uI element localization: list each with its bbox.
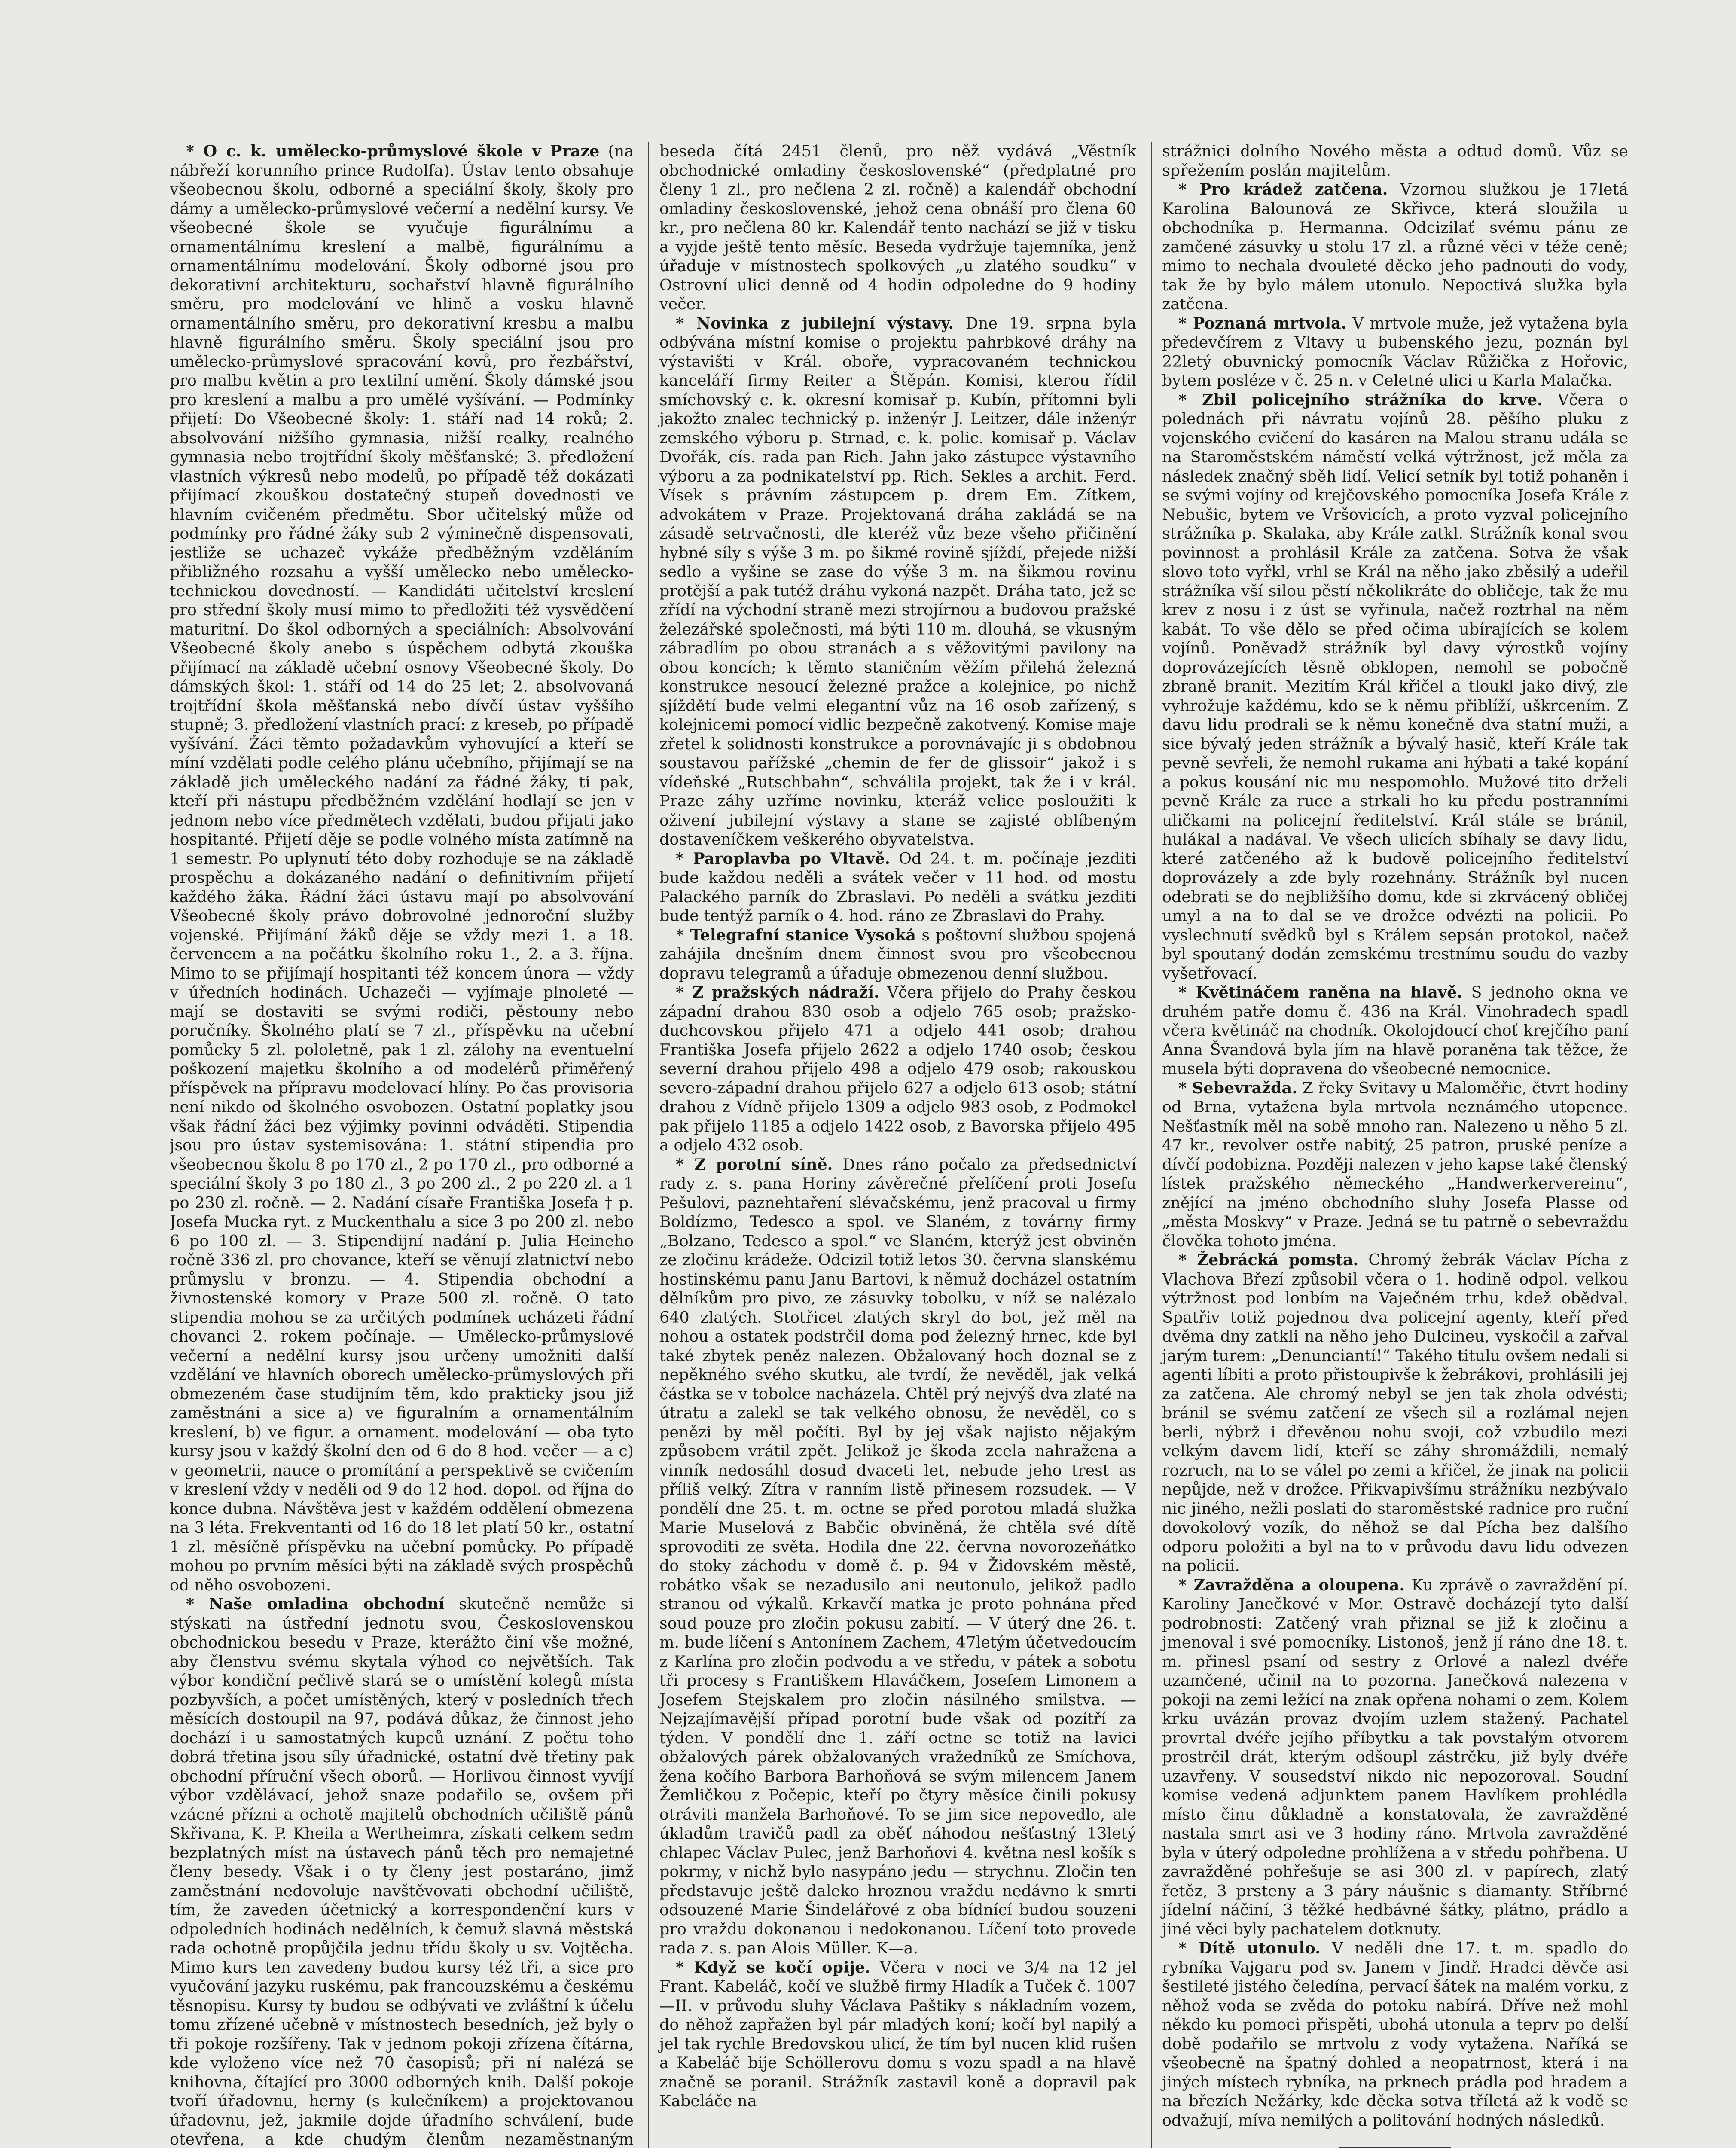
article-continuation — [659, 142, 1136, 314]
article-text: Včera přijelo do Prahy českou západní drahou 830 osob a odjelo 765 osob; pražsko-duchcovskou přijelo 471 a odjelo 441 osob; drahou Františka Josefa přijelo 2622 a odjelo 1740 osob; českou severní drahou přijelo 498 a odjelo 479 osob; rakouskou severo-západní drahou přijelo 627 a odjelo 613 osob; státní drahou z Vídně přijelo 1309 a odjelo 983 osob, z Podmokel pak přijelo 1185 a odjelo 1422 osob, z Bavorska přijelo 495 a odjelo 432 osob. — [659, 983, 1136, 1154]
article-headline: * Sebevražda. — [1178, 1078, 1297, 1097]
article-headline: * Poznaná mrtvola. — [1178, 314, 1347, 333]
article-telegraph — [659, 926, 1136, 983]
article-text: Z řeky Svitavy u Maloměřic, čtvrt hodiny od Brna, vytažena byla mrtvola neznámého utopence. Nešťastník měl na sobě mnoho ran. Nalezeno u něho 5 zl. 47 kr., revolver ostře nabitý, 25 patron, pruské peníze a dívčí podobizna. Později nalezen v jeho kapse také členský lístek pražského německého „Handwerkervereinu“, znějící na jméno obchodního sluhy Josefa Plasse od „města Moskvy“ v Praze. Jedná se tu patrně o sebevraždu člověka tohoto jména. — [1162, 1078, 1628, 1250]
column-2 — [648, 142, 1136, 2148]
column-3 — [1151, 142, 1628, 2148]
article-text: S jednoho okna ve druhém patře domu č. 436 na Král. Vinohradech spadl včera květináč na chodník. Okolojdoucí choť krejčího paní Anna Švandová byla jím na hlavě poraněna tak těžce, že musela býti dopravena do všeobecné nemocnice. — [1162, 983, 1628, 1078]
column-1 — [170, 142, 634, 2148]
article-art-school — [170, 142, 634, 1595]
article-text: V mrtvole muže, jež vytažena byla předevčírem z Vltavy u bubenského jezu, poznán byl 22letý obuvnický pomocník Václav Růžička z Hořovic, bytem posléze v č. 25 n. v Celetné ulici u Karla Malačka. — [1162, 314, 1628, 390]
article-text: V neděli dne 17. t. m. spadlo do rybníka Vajgaru pod sv. Janem v Jindř. Hradci děvče asi šestileté jistého čeledína, pervací šátek na malém vorku, z něhož voda se zvěda do potoku nabírá. Dříve než mohl někdo ku pomoci přispěti, ubohá utonula a teprv po delší době podařilo se mrtvolu z vody vytažena. Naříká se všeobecně na špatný dohled a neopatrnost, která i na jiných místech rybníka, na prknech prádla pod hradem a na březích Nežárky, kde děcka sotva tříletá až k vodě se odvažují, míva nemilých a politování hodných následků. — [1162, 1939, 1628, 2130]
article-headline: * Zavražděna a oloupena. — [1178, 1575, 1405, 1594]
text-columns — [170, 142, 1667, 2148]
article-beggar — [1162, 1251, 1628, 1576]
article-headline: * Žebrácká pomsta. — [1178, 1251, 1359, 1269]
article-merchant-youth — [170, 1595, 634, 2148]
article-headline: * Když se kočí opije. — [676, 1958, 870, 1977]
article-headline: * Zbil policejního strážníka do krve. — [1178, 390, 1543, 409]
article-headline: * Z pražských nádraží. — [676, 983, 879, 1001]
article-continuation — [1162, 142, 1628, 180]
article-identified-body — [1162, 314, 1628, 391]
article-text: s poštovní službou spojená zahájila dnešním dnem činnost svou pro všeobecnou dopravu telegramů a úřaduje obmezenou denní službou. — [659, 925, 1136, 982]
article-exhibition — [659, 314, 1136, 849]
article-text: Dnes ráno počalo za předsednictví rady z. s. pana Horiny závěrečné přelíčení proti Josefu Pešulovi, paznehtaření slévačskému, jenž pracoval u firmy Boldízmo, Tedesco a spol. ve Slaném, z továrny firmy „Bolzano, Tedesco a spol.“ ve Slaném, kterýž jest obviněn ze zločinu krádeže. Odcizil totiž letos 30. června slanskému hostinskému panu Janu Bartovi, k němuž docházel ostatním dělníkům pro pivo, ze zásuvky tobolku, v níž se nalézalo 640 zlatých. Stotřicet zlatých skryl do bot, jež měl na nohou a ostatek podstrčil doma pod železný hrnec, kde byl také zbytek peněz nalezen. Obžalovaný hoch doznal se z nepěkného svého skutku, ale tvrdí, že nevěděl, jak velká částka se v tobolce nacházela. Chtěl prý nejvýš dva zlaté na útratu a zalekl se tak velkého obnosu, že nevěděl, co s penězi by měl počíti. Byl by jej však najisto nějakým způsobem vrátil zpět. Jelikož je škoda zcela nahražena a vinník nedosáhl dosud dvaceti let, nebude jeho trest as příliš velký. Zítra v ranním listě přinesem rozsudek. — V pondělí dne 25. t. m. octne se před porotou mladá služka Marie Muselová z Babčic obviněná, že chtěla své dítě sprovoditi ze světa. Hodila dne 22. června novorozeňátko do stoky záchodu v domě č. p. 94 v Židovském městě, robátko však se nezadusilo ani neutonulo, jelikož padlo stranou od výkalů. Krkavčí matka je proto pohnána před soud pouze pro zločin pokusu zabití. — V úterý dne 26. t. m. bude líčení s Antonínem Zachem, 47letým účetvedoucím z Karlína pro zločin podvodu a ve středu, v pátek a sobotu tři procesy s Františkem Hlaváčkem, Josefem Limonem a Josefem Stejskalem pro zločin násilného smilstva. — Nejzajímavější případ porotní bude však od pozítří za týden. V pondělí dne 1. září octne se totiž na lavici obžalových párek obžalovaných vražedníků ze Smíchova, žena kočího Barbora Barhoňová se svým milencem Janem Žemličkou z Počepic, kteří po čtyry měsíce činili pokusy otráviti manžela Barhoňové. To se jim sice nepovedlo, ale úkladům travičů padl za oběť náhodou nešťastný 13letý chlapec Václav Pulec, jenž Barhoňovi 4. května nesl košík s pokrmy, v nichž bylo nasypáno jedu — strychnu. Zločin ten představuje ještě daleko hroznou vraždu nedávno k smrti odsouzené Marie Šindelářové z oba bídnící budou souzeni pro vraždu dokonanou i nedokonanou. Líčení toto provede rada z. s. pan Alois Müller. K—a. — [659, 1155, 1136, 1957]
article-steamboat — [659, 849, 1136, 926]
article-jury-court — [659, 1155, 1136, 1958]
article-headline: * Z porotní síně. — [676, 1155, 833, 1174]
article-headline: * Květináčem raněna na hlavě. — [1178, 983, 1462, 1001]
article-text: skutečně nemůže si stýskati na ústřední jednotu svou, Československou obchodnickou besedu v Praze, kterážto činí vše možné, aby členstvu svému skytala výhod co největších. Tak výbor kondiční pečlivě stará se o umístění kolegů místa pozbyvších, a počet umístěných, který v posledních třech měsících dostoupil na 97, podává důkaz, že činnost jeho dochází i u samostatných kupců uznání. Z počtu toho dobrá třetina jsou síly úřadnické, ostatní dvě třetiny pak obchodní příruční všech oborů. — Horlivou činnost vyvíjí výbor vzdělávací, jehož snaze podařilo se, ovšem při vzácné přízni a ochotě majitelů obchodních učiliště pánů Skřivana, K. P. Kheila a Wertheimra, získati celkem sedm bezplatných míst na ústavech pánů těch pro nemajetné členy besedy. Však i o ty členy jest postaráno, jimž zaměstnání nedovoluje navštěvovati obchodní učiliště, tím, že zaveden účetnický a korrespondenční kurs v odpoledních hodinách nedělních, k čemuž slavná městská rada ochotně propůjčila jednu třídu školy u sv. Vojtěcha. Mimo kurs ten zavedeny budou kursy též tři, a sice pro vyučování jazyku ruskému, pak francouzskému a českému těsnopisu. Kursy ty budou se odbývati ve zvláštní k účelu tomu zřízené učebně v místnostech besedních, jež byly o tři pokoje rozšířeny. Tak v jednom pokoji zřízena čítárna, kde vyloženo více než 70 časopisů; při ní nalézá se knihovna, čítající pro 3000 odborných knih. Další pokoje tvoří úřadovnu, herny (s kulečníkem) a projektovanou úřadovnu, jež, jakmile dojde úřadního schválení, bude otevřena, a kde chudým členům nezaměstnaným — [170, 1595, 634, 2148]
article-headline: * Dítě utonulo. — [1178, 1939, 1321, 1957]
article-text: Ku zprávě o zavraždění pí. Karoliny Janečkové v Mor. Ostravě docházejí tyto další podrobnosti: Zatčený vrah přiznal se již k zločinu a jmenoval i své pomocníky. Listonoš, jenž jí ráno dne 18. t. m. přinesl psaní od sestry z Orlové a nalezl dvéře uzamčené, učinil na to pozorna. Janečková nalezena v pokoji na zemi ležící na znak opřena nohami o zem. Kolem krku uvázán provaz dvojím uzlem stažený. Pachatel provrtal dvéře jejího příbytku a tak povstalým otvorem prostrčil drát, kterým odšoupl zástrčku, již byly dvéře uzavřeny. V sousedství nikdo nic nepozoroval. Soudní komise vedená adjunktem panem Havlíkem prohlédla místo činu důkladně a konstatovala, že zavražděné nastala smrt asi ve 3 hodiny ráno. Mrtvola zavražděné byla v úterý odpoledne prohlížena a v středu pohřbena. U zavražděné pohřešuje se asi 300 zl. v papírech, zlatý řetěz, 3 prsteny a 3 páry náušnic s diamanty. Stříbrné jídelní náčiní, 3 těžké hedbávné šátky, plátno, prádlo a jiné věci byly pachatelem dotknuty. — [1162, 1575, 1628, 1938]
article-text: Od 24. t. m. počínaje jezditi bude každou neděli a svátek večer v 11 hod. od mostu Palackého parník do Zbraslavi. Po neděli a svátku jezditi bude tentýž parník o 4. hod. ráno ze Zbraslavi do Prahy. — [659, 849, 1136, 925]
article-text: Dne 19. srpna byla odbývána místní komise o projektu pahrbkové dráhy na výstavišti v Král. oboře, vypracovaném technickou kanceláří firmy Reiter a Štěpán. Komisi, kterou řídil smíchovský c. k. okresní komisař p. Kubín, přítomni byli jakožto znalec technický p. inženýr J. Leitzer, dále inženýr zemského výboru p. Strnad, c. k. polic. komisař p. Václav Dvořák, cís. rada pan Rich. Jahn jako zástupce výstavního výboru a za podnikatelství pp. Rich. Sekles a archit. Ferd. Vísek s právním zástupcem p. drem Em. Zítkem, advokátem v Praze. Projektovaná dráha zakládá se na zásadě setrvačnosti, dle kteréž vůz beze všeho přičinění hybné síly s výše 3 m. po šikmé rovině sjíždí, přejede nižší sedlo a vyšine se zase do výše 3 m. na šikmou rovinu protější a pak tutéž dráhu vykoná nazpět. Dráha tato, jež se zřídí na východní straně mezi strojírnou a budovou pražské železářské společnosti, má býti 110 m. dlouhá, se vkusným zábradlím po obou stranách a s věžovitými pavilony na obou koncích; k těmto staničním věžím přilehá železná konstrukce nesoucí železné pražce a kolejnice, po nichž sjíždětí bude velmi elegantní vůz na 16 osob zařízený, s kolejnicemi pomocí vidlic bezpečně zakotvený. Komise maje zřetel k solidnosti konstrukce a porovnávajíc ji s obdobnou soustavou pařížské „chemin de fer de glissoir“ jakož i s vídeňské „Rutschbahn“, schválila projekt, tak že i v král. Praze záhy uzříme novinku, kteráž velice posloužiti k oživení jubilejní výstavy a stane se zajisté oblíbeným dostaveníčkem veškerého obyvatelstva. — [659, 314, 1136, 848]
article-text: strážnici dolního Nového města a odtud domů. Vůz se spřežením poslán majitelům. — [1162, 142, 1628, 180]
article-headline: * Telegrafní stanice Vysoká — [676, 925, 916, 944]
article-theft-arrest — [1162, 180, 1628, 314]
article-drowned-child — [1162, 1939, 1628, 2130]
article-policeman-beaten — [1162, 391, 1628, 983]
article-text: beseda čítá 2451 členů, pro něž vydává „Věstník obchodnické omladiny československé“ (předplatné pro členy 1 zl., pro nečlena 2 zl. ročně) a kalendář obchodní omladiny československé, jehož cena obnáší pro člena 60 kr., pro nečlena 80 kr. Kalendář tento nachází se již v tisku a vyjde ještě tento měsíc. Beseda vydržuje tajemníka, jenž úřaduje v místnostech spolkových „u zlatého soudku“ v Ostrovní ulici denně od 4 hodin odpoledne do 9 hodiny večer. — [659, 142, 1136, 313]
article-text: (na nábřeží korunního prince Rudolfa). Ústav tento obsahuje všeobecnou školu, odborné a speciální školy, školy pro dámy a umělecko-průmyslové večerní a nedělní kursy. Ve všeobecné škole se vyučuje figurálnímu a ornamentálnímu kreslení a malbě, figurálnímu a ornamentálnímu modelování. Školy odborné jsou pro dekorativní architekturu, sochařství hlavně figurálního směru, pro modelování ve hlině a vosku hlavně ornamentálního směru, pro dekorativní kresbu a malbu hlavně figurálního směru. Školy speciální jsou pro umělecko-průmyslové spracování kovů, pro řezbářství, pro malbu květin a pro textilní umění. Školy dámské jsou pro kreslení a malbu a pro umělé vyšívání. — Podmínky přijetí: Do Všeobecné školy: 1. stáří nad 14 roků; 2. absolvování nižšího gymnasia, nižší realky, realného gymnasia nebo trojtřídní školy měšťanské; 3. předložení vlastních výkresů nebo modelů, po případě též dokázati přijímací zkouškou dostatečný stupeň dovednosti ve hlavním cvičeném předmětu. Sbor učitelský může od podmínky pro řádné žáky sub 2 výminečně dispensovati, jestliže se uchazeč vykáže předběžným vzděláním přibližného rozsahu a vyšší umělecko nebo umělecko-technickou dovedností. — Kandidáti učitelství kreslení pro střední školy musí mimo to předložiti též vysvědčení maturitní. Do škol odborných a speciálních: Absolvování Všeobecné školy anebo s úspěchem odbytá zkouška přijímací na základě učební osnovy Všeobecné školy. Do dámských škol: 1. stáří od 14 do 25 let; 2. absolvovaná trojtřídní škola měšťanská nebo dívčí ústav vyššího stupně; 3. předložení vlastních prací: z kreseb, po případě vyšívání. Žáci těmto požadavkům vyhovující a kteří se míní vzdělati podle celého plánu učebního, přijímají se na základě jich uměleckého nadání za řádné žáky, ti pak, kteří při nástupu předběžném vzdělání hodlají se jen v jednom nebo více předmětech vzdělati, budou přijati jako hospitanté. Přijetí děje se podle volného místa zatímně na 1 semestr. Po uplynutí této doby rozhoduje se na základě prospěchu a dokázaného nadání o definitivním přijetí každého žáka. Řádní žáci ústavu mají po absolvování Všeobecné školy právo dobrovolné jednoroční služby vojenské. Přijímání žáků děje se vždy mezi 1. a 18. červencem a na počátku školního roku 1., 2. a 3. října. Mimo to se přijímají hospitanti též koncem února — vždy v úředních hodinách. Uchazeči — vyjímaje plnoleté — mají se dostaviti se svými rodiči, pěstouny nebo poručníky. Školného platí se 7 zl., příspěvku na učební pomůcky 5 zl. pololetně, pak 1 zl. zálohy na eventuelní poškození majetku školního a od modelérů přiměřený příspěvek na přípravu modelovací hlíny. Po čas provisoria není nikdo od školného osvobozen. Ostatní poplatky jsou však řádní žáci bez výjimky povinni odváděti. Stipendia jsou pro ústav systemisována: 1. státní stipendia pro všeobecnou školu 8 po 170 zl., 2 po 170 zl., pro odborné a speciální školy 3 po 180 zl., 3 po 200 zl., 2 po 220 zl. a 1 po 230 zl. ročně. — 2. Nadání císaře Františka Josefa † p. Josefa Mucka ryt. z Muckenthalu a sice 3 po 200 zl. nebo 6 po 100 zl. — 3. Stipendijní nadání p. Julia Heineho ročně 336 zl. pro chovance, kteří se věnují zlatnictví nebo průmyslu v bronzu. — 4. Stipendia obchodní a živnostenské komory v Praze 500 zl. ročně. O tato stipendia mohou se za určitých podmínek ucházeti řádní chovanci 2. rokem počínaje. — Umělecko-průmyslové večerní a nedělní kursy jsou určeny umožniti další vzdělání ve hlavních oborech umělecko-průmyslových při obmezeném čase studijním těm, kdo prakticky jsou již zaměstnáni a sice a) ve figuralním a ornamentálním kreslení, b) ve figur. a ornament. modelování — oba tyto kursy jsou v každý školní den od 6 do 8 hod. večer — a c) v geometrii, nauce o promítání a perspektivě se cvičením v kreslení vždy v neděli od 9 do 12 hod. dopol. od října do konce dubna. Návštěva jest v každém oddělení obmezena na 3 léta. Frekventanti od 16 do 18 let platí 50 kr., ostatní 1 zl. měsíčně příspěvku na učební pomůcky. Po případě mohou po prvním měsíci býti na základě svých prospěchů od něho osvobozeni. — [170, 142, 634, 1594]
article-suicide — [1162, 1079, 1628, 1251]
article-headline: * O c. k. umělecko-průmyslové škole v Praze — [186, 142, 600, 160]
article-headline: * Paroplavba po Vltavě. — [676, 849, 891, 868]
article-headline: * Pro krádež zatčena. — [1178, 180, 1388, 198]
article-stations — [659, 983, 1136, 1155]
article-text: Včera o polednách při návratu vojínů 28. pěšího pluku z vojenského cvičení do kasáren na Malou stranu udála se na Staroměstském náměstí velká výtržnost, jež měla za následek značný sběh lidí. Velicí setník byl totiž pohaněn i se svými vojíny od krejčovského pomocníka Josefa Krále z Nebušic, bytem ve Vršovicích, a proto vyzval policejního strážníka p. Skalaka, aby Krále zatkl. Strážník konal svou povinnost a prohlásil Krále za zatčena. Sotva že však slovo toto vyřkl, vrhl se Král na něho jako zběsilý a udeřil strážníka vší silou pěstí několikráte do obličeje, tak že mu krev z nosu i z úst se vyřinula, načež roztrhal na něm kabát. To vše dělo se před očima ubírajících se kolem vojínů. Poněvadž strážník byl davy výrostků vojíny doprovázejících těsně obklopen, nemohl se pobočně zbraně branit. Mezitím Král křičel a tloukl jako divý, zle vyhrožuje každému, kdo se k němu přiblíží, uškrcením. Z davu lidu prodrali se k němu konečně dva statní muži, a sice bývalý jeden strážník a bývalý hasič, kteří Krále tak pevně sevřeli, že nemohl rukama ani hýbati a také kopání a pokus kousání nic mu nespomohlo. Mužové tito drželi pevně Krále za ruce a strkali ho ku předu postranními uličkami na policejní ředitelství. Král stále se bránil, hulákal a nadával. Ve všech ulicích sbíhaly se davy lidu, které zatčeného až k budově policejního ředitelství doprovázely a zde byly rozehnány. Strážník byl nucen odebrati se do nejbližšího domu, kde si zkrvácený obličej umyl a na to dal se ve drožce odvézti na policii. Po vyslechnutí svědků byl s Králem sepsán protokol, načež byl spoutaný dodán zemskému trestnímu soudu do vazby vyšetřovací. — [1162, 390, 1628, 982]
article-headline: * Novinka z jubilejní výstavy. — [676, 314, 954, 333]
article-text: Vzornou služkou je 17letá Karolina Balounová ze Skřivce, která sloužila u obchodníka p. Hermanna. Odcizilať svému pánu ze zamčené zásuvky u stolu 17 zl. a různé věci v téže ceně; mimo to nechala dvouleté děcko jeho padnouti do vody, tak že by bylo málem utonulo. Nepoctivá služka byla zatčena. — [1162, 180, 1628, 313]
article-drunk-coachman — [659, 1958, 1136, 2111]
article-flowerpot — [1162, 983, 1628, 1079]
article-text: Včera v noci ve 3/4 na 12 jel Frant. Kabeláč, kočí ve službě firmy Hladík a Tuček č. 1007—II. v průvodu sluhy Václava Paštiky s nákladním vozem, do něhož zapřažen byl pár mladých koní; kočí byl napilý a jel tak rychle Bredovskou ulicí, že tím byl nucen klid rušen a Kabeláč bije Schöllerovu domu s vozu spadl a na hlavě značně se poranil. Strážník zastavil koně a dopravil pak Kabeláče na — [659, 1958, 1136, 2110]
article-text: Chromý žebrák Václav Pícha z Vlachova Březí způsobil včera o 1. hodině odpol. velkou výtržnost pod lonbím na Vaječném trhu, kdež obědval. Spatřiv totiž pojednou dva policejní agenty, kteří před dvěma dny zatkli na něho jeho Dulcineu, vyskočil a zařval jarým turem: „Denunciantí!“ Takého titulu ovšem nedali si agenti líbiti a proto přistoupivše k žebrákovi, prohlásili jej za zatčena. Ale chromý nebyl se jen tak zhola odvésti; bránil se svému zatčení ze všech sil a rozlámal nejen berli, nýbrž i dřevěnou nohu svoji, což vzbudilo mezi velkým davem lidí, kteří se záhy shromáždili, nemalý rozruch, na to se válel po zemi a křičel, že jinak na policii nepůjde, než v drožce. Přikvapivšímu strážníku nezbývalo nic jiného, nežli poslati do staroměstské radnice pro ruční dovokolový vozík, do něhož se dal Pícha bez dalšího odporu položiti a byl na to v průvodu davu lidu odvezen na policii. — [1162, 1251, 1628, 1575]
article-headline: * Naše omladina obchodní — [186, 1595, 445, 1613]
article-murder — [1162, 1576, 1628, 1939]
